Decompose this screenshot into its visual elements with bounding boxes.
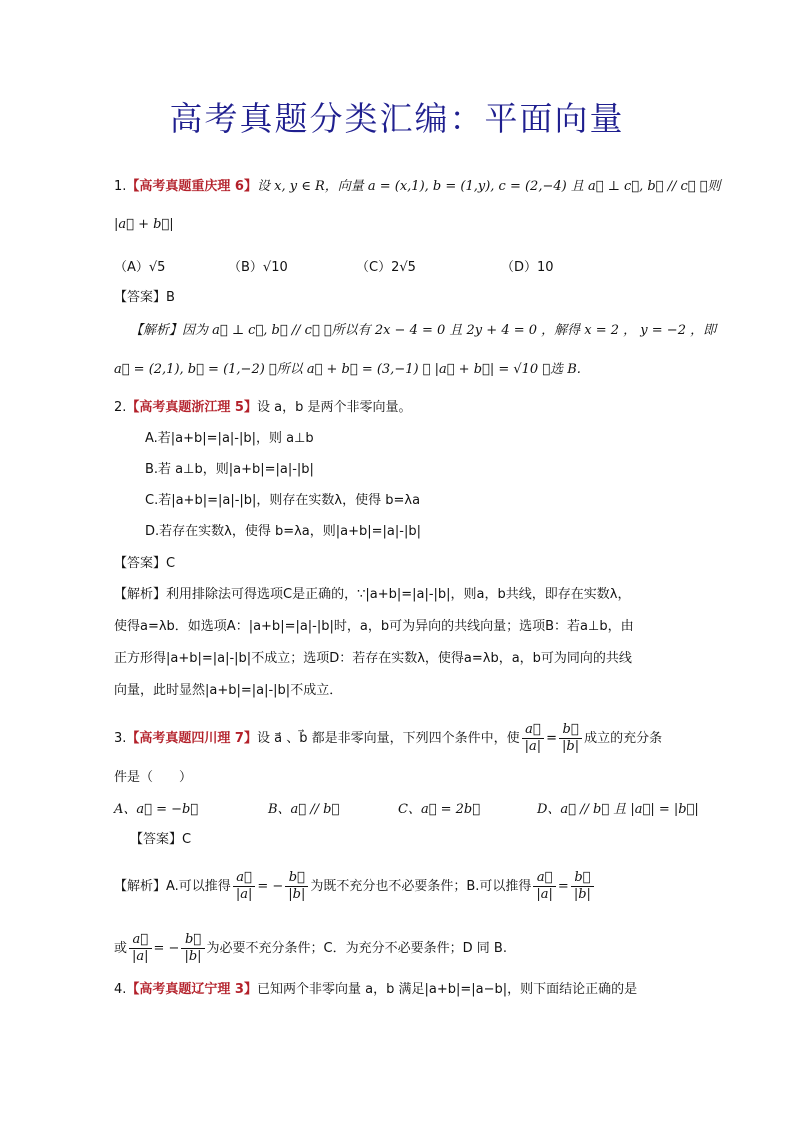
question-text: 设 a⃗ 、b⃗ 都是非零向量，下列四个条件中，使 [256,731,520,746]
question-source-tag: 【高考真题四川理 7】 [126,731,257,746]
question-source-tag: 【高考真题重庆理 6】 [126,179,257,194]
question-source-tag: 【高考真题浙江理 5】 [126,400,257,415]
equals-neg: = − [153,941,180,956]
option-c: C.若|a+b|=|a|-|b|，则存在实数λ，使得 b=λa [145,493,421,508]
fraction-a: $\frac{a⃗}{|a|}$ [533,870,556,903]
equals-sign: = [546,731,558,746]
explanation-line: 向量，此时显然|a+b|=|a|-|b|不成立． [114,683,343,698]
question-3-stem-cont: 件是（ ） [114,770,193,785]
explanation-text: 为既不充分也不必要条件；B.可以推得 [310,879,532,894]
fraction-b: $\frac{b⃗}{|b|}$ [571,870,594,903]
equals-sign: = [557,879,569,894]
option-a: A、a⃗ = −b⃗ [114,802,199,817]
question-number: 3. [114,731,127,746]
explanation-line: a⃗ = (2,1), b⃗ = (1,−2) ，所以 a⃗ + b⃗ = (3,−1) ， |a⃗ + b⃗| = √10 ，选 B. [114,362,581,377]
option-a: （A）√5 [114,260,166,275]
fraction-b: $\frac{b⃗}{|b|}$ [181,932,204,965]
fraction-a: $\frac{a⃗}{|a|}$ [522,722,545,755]
question-number: 2. [114,400,127,415]
question-text: 设 a，b 是两个非零向量。 [256,400,412,415]
question-3-stem [114,722,662,755]
fraction-a: $\frac{a⃗}{|a|}$ [129,932,152,965]
question-number: 1. [114,179,127,194]
option-c: （C）2√5 [356,260,416,275]
option-b: B.若 a⊥b，则|a+b|=|a|-|b| [145,462,314,477]
explanation-line [114,932,507,965]
explanation-line [114,870,596,903]
answer: 【答案】C [114,556,176,571]
option-a: A.若|a+b|=|a|-|b|，则 a⊥b [145,431,314,446]
option-b: B、a⃗ // b⃗ [268,802,340,817]
explanation-text: 为必要不充分条件；C．为充分不必要条件；D 同 B. [206,941,507,956]
option-d: （D）10 [501,260,554,275]
explanation-line: 使得a=λb．如选项A：|a+b|=|a|-|b|时，a，b可为异向的共线向量；选项B：若a⊥b，由 [114,619,634,634]
question-text: 已知两个非零向量 a，b 满足|a+b|=|a−b|，则下面结论正确的是 [256,982,638,997]
question-text: 设 x, y ∈ R，向量 a = (x,1), b = (1,y), c = (2,−4) 且 a⃗ ⊥ c⃗, b⃗ // c⃗ ，则 [256,179,721,194]
question-2-stem [114,398,411,418]
explanation-line: 正方形得|a+b|=|a|-|b|不成立；选项D：若存在实数λ，使得a=λb，a，b可为同向的共线 [114,651,632,666]
explanation-line: 【解析】因为 a⃗ ⊥ c⃗, b⃗ // c⃗ ，所以有 2x − 4 = 0 且 2y + 4 = 0 ，解得 x = 2 ， y = −2 ，即 [130,323,717,338]
option-c: C、a⃗ = 2b⃗ [398,802,481,817]
question-4-stem [114,980,637,1000]
answer: 【答案】C [130,832,192,847]
explanation-text: 【解析】A.可以推得 [114,879,231,894]
equals-neg: = − [257,879,284,894]
explanation-text: 或 [114,941,128,956]
fraction-b: $\frac{b⃗}{|b|}$ [285,870,308,903]
question-number: 4. [114,982,127,997]
explanation-line: 【解析】利用排除法可得选项C是正确的，∵|a+b|=|a|-|b|，则a，b共线，即存在实数λ， [114,587,631,602]
option-d: D、a⃗ // b⃗ 且 |a⃗| = |b⃗| [537,802,699,817]
fraction-a: $\frac{a⃗}{|a|}$ [233,870,256,903]
option-d: D.若存在实数λ，使得 b=λa，则|a+b|=|a|-|b| [145,524,421,539]
question-1-stem [114,177,721,197]
question-1-stem-cont: |a⃗ + b⃗| [114,217,174,232]
question-text: 成立的充分条 [584,731,663,746]
page-title: 高考真题分类汇编：平面向量 [169,99,625,138]
option-b: （B）√10 [228,260,288,275]
question-source-tag: 【高考真题辽宁理 3】 [126,982,257,997]
answer: 【答案】B [114,290,175,305]
fraction-b: $\frac{b⃗}{|b|}$ [559,722,582,755]
